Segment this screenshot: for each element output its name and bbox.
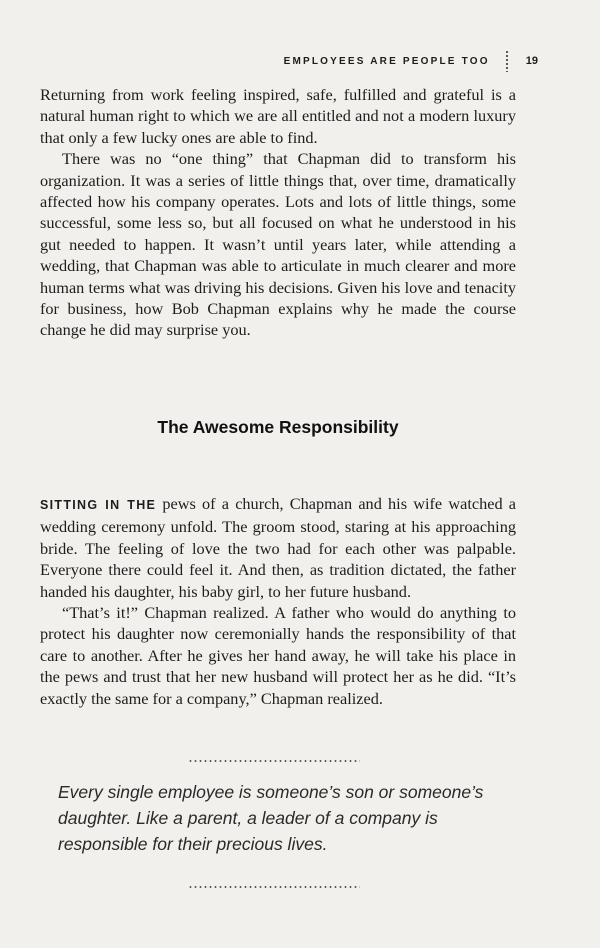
- lead-in-smallcaps: SITTING IN THE: [40, 498, 157, 512]
- paragraph: “That’s it!” Chapman realized. A father who would do anything to protect his daughter now ceremonially hands the responsibility of that care to another. After he gives her hand away, he will take his place in the pews and trust that her new husband will protect her as he did. “It’s exactly the same for a company,” Chapman realized.: [40, 603, 516, 708]
- paragraph: Returning from work feeling inspired, safe, fulfilled and grateful is a natural human right to which we are all entitled and not a modern luxury that only a few lucky ones are able to find.: [40, 85, 516, 147]
- paragraph-text: pews of a church, Chapman and his wife watched a wedding ceremony unfold. The groom stood, staring at his approaching bride. The feeling of love the two had for each other was palpable. Everyone there could feel it. And then, as tradition dictated, the father handed his daughter, his baby girl, to her future husband.: [40, 494, 516, 601]
- page-header: [284, 50, 538, 72]
- header-dotted-divider: [506, 50, 508, 72]
- page-number: 19: [525, 55, 538, 67]
- pull-quote: Every single employee is someone’s son or someone’s daughter. Like a parent, a leader of a company is responsible for their precious lives.: [58, 782, 484, 854]
- body-text-section: [40, 493, 516, 709]
- paragraph: [40, 493, 516, 602]
- pull-quote-bottom-rule: [188, 886, 360, 888]
- body-text-top: [40, 84, 516, 341]
- paragraph: There was no “one thing” that Chapman did to transform his organization. It was a series of little things that, over time, dramatically affected how his company operates. Lots and lots of little things, some successful, some less so, but all focused on what he understood in his gut needed to happen. It wasn’t until years later, while attending a wedding, that Chapman was able to articulate in much clearer and more human terms what was driving his decisions. Given his love and tenacity for business, how Bob Chapman explains why he made the course change he did may surprise you.: [40, 149, 516, 340]
- pull-quote-top-rule: [188, 760, 360, 762]
- section-heading: The Awesome Responsibility: [157, 417, 399, 437]
- running-head: EMPLOYEES ARE PEOPLE TOO: [283, 55, 490, 67]
